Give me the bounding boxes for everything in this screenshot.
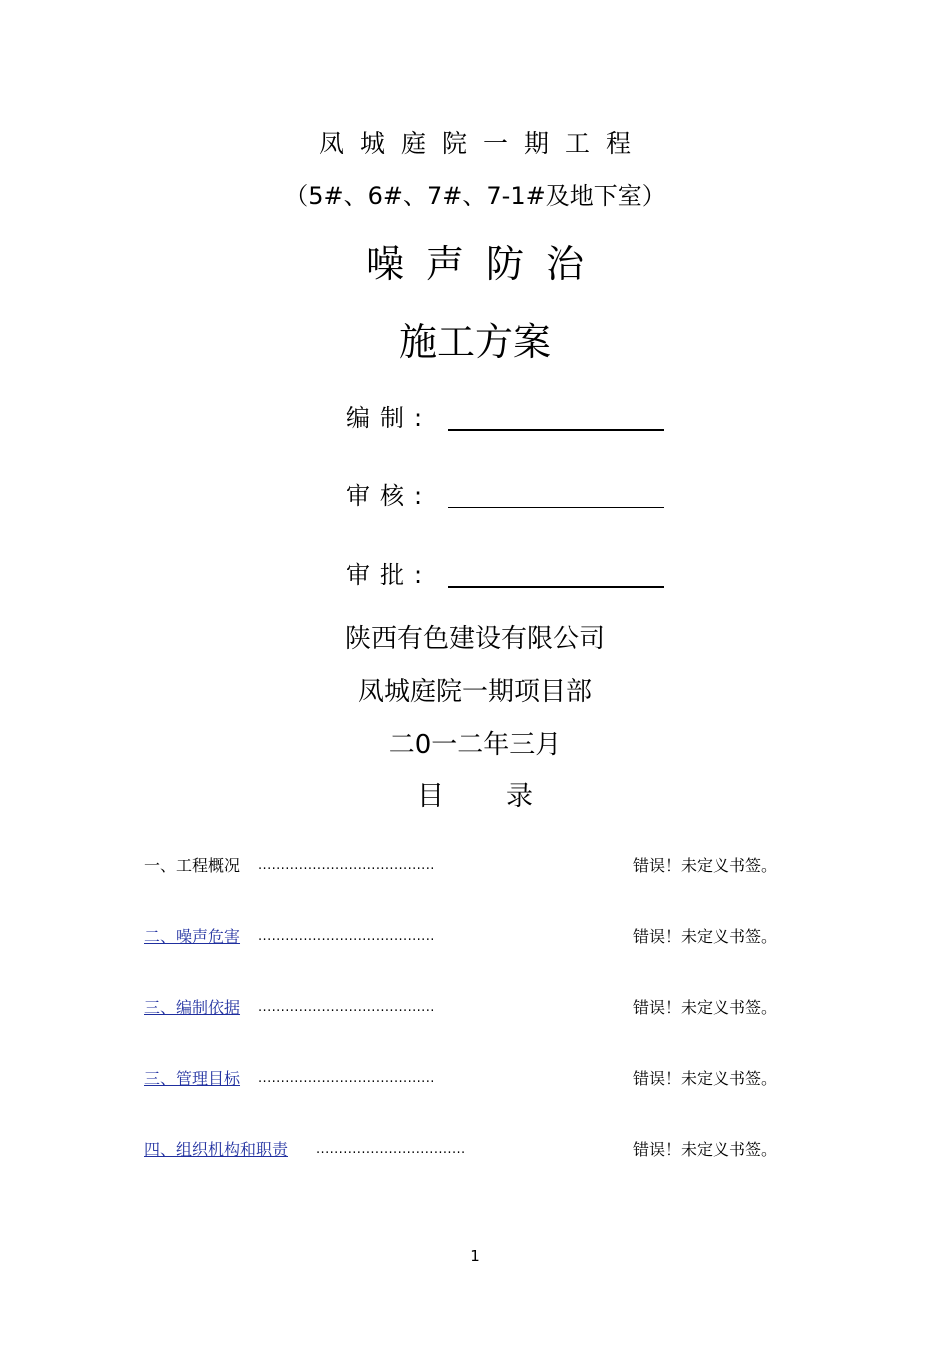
toc-item-page: 错误！未定义书签。	[633, 1140, 778, 1159]
toc-item-link[interactable]: 三、管理目标	[144, 1069, 241, 1088]
toc-heading-right: 录	[506, 781, 533, 812]
toc-item-leader: .................................	[316, 1142, 466, 1157]
compile-signature-line	[448, 429, 664, 431]
toc-item-page: 错误！未定义书签。	[633, 856, 778, 875]
toc-item[interactable]	[144, 995, 794, 1021]
toc-item[interactable]	[144, 1066, 794, 1092]
project-title: 凤城庭院一期工程	[318, 129, 647, 158]
toc-heading	[0, 778, 950, 816]
toc-heading-left: 目	[417, 781, 444, 812]
toc-item[interactable]	[144, 924, 794, 950]
project-subtitle: （5#、6#、7#、7-1#及地下室）	[284, 182, 666, 210]
toc-item-leader: .......................................	[258, 1071, 435, 1086]
toc-item-link[interactable]: 四、组织机构和职责	[144, 1140, 289, 1159]
toc-item[interactable]	[144, 1137, 794, 1163]
toc-item[interactable]	[144, 853, 794, 879]
toc-item-page: 错误！未定义书签。	[633, 998, 778, 1017]
document-title: 噪声防治	[365, 242, 606, 286]
toc-item-leader: .......................................	[258, 858, 435, 873]
page-number: 1	[470, 1247, 480, 1265]
approve-label: 审批:	[346, 561, 433, 589]
document-date: 二0一二年三月	[388, 730, 562, 760]
toc-item-page: 错误！未定义书签。	[633, 927, 778, 946]
compile-label: 编制:	[346, 404, 433, 432]
toc-item-link[interactable]: 三、编制依据	[144, 998, 241, 1017]
toc-item-leader: .......................................	[258, 1000, 435, 1015]
department-name: 凤城庭院一期项目部	[357, 677, 592, 707]
review-label: 审核:	[346, 482, 433, 510]
company-name: 陕西有色建设有限公司	[344, 624, 605, 654]
toc-item-leader: .......................................	[258, 929, 435, 944]
approve-signature-line	[448, 586, 664, 588]
document-subtitle: 施工方案	[398, 320, 551, 364]
toc-item-label[interactable]: 一、工程概况	[144, 856, 241, 875]
toc-item-page: 错误！未定义书签。	[633, 1069, 778, 1088]
review-signature-line	[448, 507, 664, 508]
toc-item-link[interactable]: 二、噪声危害	[144, 927, 241, 946]
